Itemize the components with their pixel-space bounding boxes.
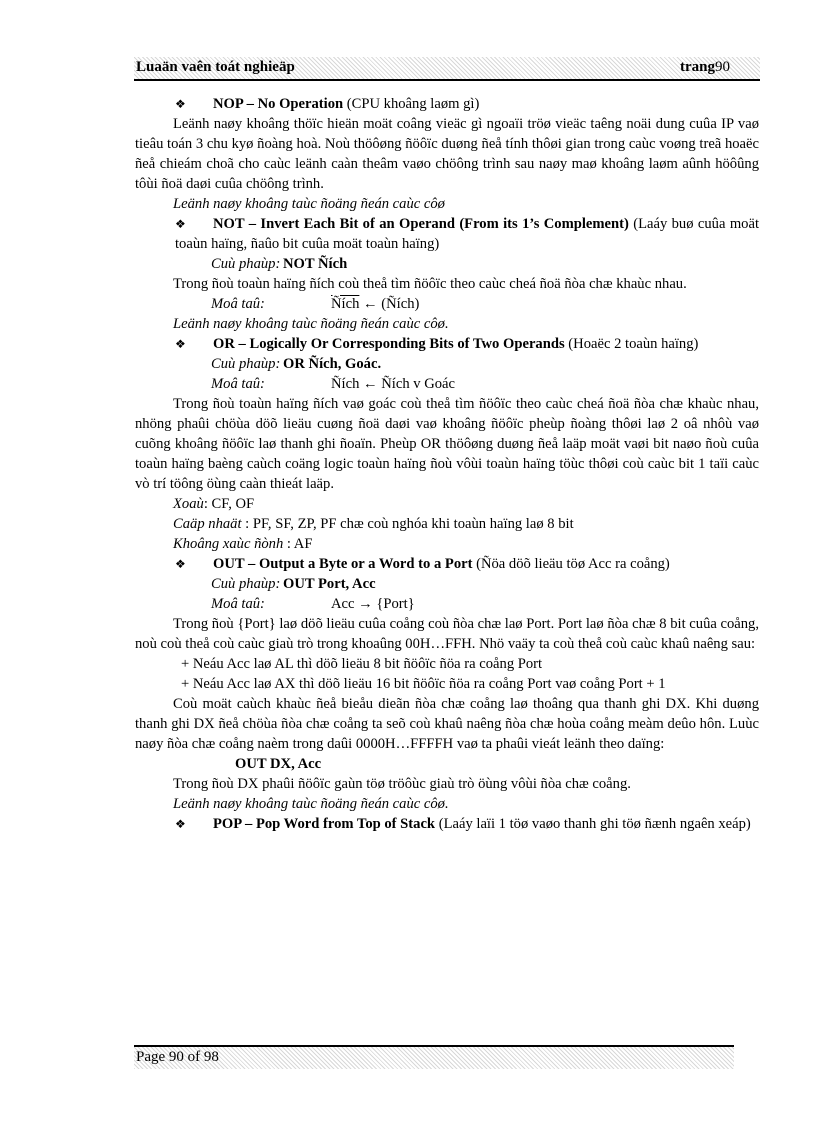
- not-paragraph: Trong ñoù toaùn haïng ñích coù theå tìm ñöôïc theo caùc cheá ñoä ñòa chæ khaùc nhau.: [173, 276, 687, 292]
- not-title: NOT – Invert Each Bit of an Operand (From its 1’s Complement): [213, 216, 629, 232]
- syntax-value: NOT Ñích: [283, 256, 348, 272]
- document-body: [135, 94, 759, 834]
- not-heading: [135, 214, 759, 254]
- description-label: Moâ taû:: [211, 296, 265, 312]
- or-flags-undefined: [135, 534, 759, 554]
- diamond-bullet-icon: ❖: [175, 217, 186, 231]
- description-value: Acc → {Port}: [331, 596, 415, 612]
- pop-description: (Laáy laïi 1 töø vaøo thanh ghi töø ñænh ngaên xeáp): [435, 816, 751, 832]
- flags-update-value: : PF, SF, ZP, PF chæ coù nghóa khi toaùn haïng laø 8 bit: [241, 516, 574, 532]
- or-description-line: [135, 374, 759, 394]
- flags-clear-value: : CF, OF: [203, 496, 255, 512]
- or-paragraph: Trong ñoù toaùn haïng ñích vaø goác coù theå tìm ñöôïc theo caùc cheá ñoä ñòa chæ khaùc nhau, nhöng phaûi chöùa döõ lieäu cuøng ñoä daøi vaø khoâng ñöôïc pheùp ñoàng thôøi laø 2 oâ nhôù vaø cuõng khoâng ñöôïc laø thanh ghi ñoaïn. Pheùp OR thöôøng duøng ñeå laäp moät vaøi bit naøo ñoù cuûa toaùn haïng baèng caùch coäng logic toaùn haïng ñoù vôùi toaùn haïng töùc thôøi coù caùc bit 1 taïi caùc vò trí töông öùng caàn thieát laäp.: [135, 396, 759, 492]
- nop-paragraph: Leänh naøy khoâng thöïc hieän moät coâng vieäc gì ngoaïi tröø vieäc taêng noäi dung cuûa IP vaø tieâu toán 3 chu kyø ñoàng hoà. Noù thöôøng ñöôïc duøng ñeå tính thôøi gian trong caùc voøng treã hoaëc ñeå chieám choã cho caùc leänh caàn theâm vaøo chöông trình sau naøy maø khoâng laøm aûnh höôûng tôùi ñoä daøi cuûa chöông trình.: [135, 116, 759, 192]
- header-page-label: trang: [680, 59, 715, 75]
- flags-undefined-value: : AF: [283, 536, 313, 552]
- header-page-number: 90: [715, 59, 730, 75]
- out-description-line: [135, 594, 759, 614]
- or-title: OR – Logically Or Corresponding Bits of Two Operands: [213, 336, 565, 352]
- or-heading: [135, 334, 759, 354]
- diamond-bullet-icon: ❖: [175, 337, 186, 351]
- out-bullet-2: + Neáu Acc laø AX thì döõ lieäu 16 bit ñöôïc ñöa ra coång Port vaø coång Port + 1: [181, 676, 666, 692]
- syntax-label: Cuù phaùp:: [211, 356, 281, 372]
- diamond-bullet-icon: ❖: [175, 817, 186, 831]
- page-header: [134, 57, 760, 81]
- description-dest: Ñích: [331, 296, 360, 312]
- not-description-line: [135, 294, 759, 314]
- or-flags-update: [135, 514, 759, 534]
- pop-title: POP – Pop Word from Top of Stack: [213, 816, 436, 832]
- pop-heading: [135, 814, 759, 834]
- not-flags-note: Leänh naøy khoâng taùc ñoäng ñeán caùc côø.: [173, 316, 449, 332]
- out-bullet-1: + Neáu Acc laø AL thì döõ lieäu 8 bit ñöôïc ñöa ra coång Port: [181, 656, 543, 672]
- description-value: Ñích ← Ñích v Goác: [331, 376, 456, 392]
- description-label: Moâ taû:: [211, 376, 265, 392]
- diamond-bullet-icon: ❖: [175, 557, 186, 571]
- out-paragraph-3: Trong ñoù DX phaûi ñöôïc gaùn töø tröôùc giaù trò öùng vôùi ñòa chæ coång.: [173, 776, 631, 792]
- flags-clear-label: Xoaù: [173, 496, 204, 512]
- out-description: (Ñöa döõ lieäu töø Acc ra coång): [472, 556, 670, 572]
- nop-title: NOP – No Operation: [213, 96, 344, 112]
- out-syntax: [135, 574, 759, 594]
- out-flags-note: Leänh naøy khoâng taùc ñoäng ñeán caùc côø.: [173, 796, 449, 812]
- out-paragraph-2: Coù moät caùch khaùc ñeå bieåu dieãn ñòa chæ coång laø thoâng qua thanh ghi DX. Khi duøng thanh ghi DX ñeå chöùa ñòa chæ coång ta seõ coù khaû naêng ñòa chæ hoùa coång meàm deûo hôn. Luùc naøy ñòa chæ coång naèm trong daûi 0000H…FFFFH vaø ta phaûi vieát leänh theo daïng:: [135, 696, 759, 752]
- header-title: Luaän vaên toát nghieäp: [136, 59, 295, 75]
- out-title: OUT – Output a Byte or a Word to a Port: [213, 556, 473, 572]
- description-source: ← (Ñích): [359, 296, 420, 312]
- not-description: (Laáy buø cuûa moät toaùn haïng, ñaûo bit cuûa moät toaùn haïng): [175, 216, 759, 252]
- syntax-label: Cuù phaùp:: [211, 576, 281, 592]
- footer-page-count: Page 90 of 98: [136, 1049, 219, 1065]
- not-syntax: [135, 254, 759, 274]
- syntax-value: OUT Port, Acc: [283, 576, 376, 592]
- syntax-value: OR Ñích, Goác.: [283, 356, 382, 372]
- out-paragraph-1: Trong ñoù {Port} laø döõ lieäu cuûa coång coù ñòa chæ laø Port. Port laø ñòa chæ 8 bit cuûa coång, noù coù theå coù caùc giaù trò trong khoaûng 00H…FFH. Nhö vaäy ta coù theå coù caùc khaû naêng sau:: [135, 616, 759, 652]
- nop-description: (CPU khoâng laøm gì): [343, 96, 480, 112]
- or-flags-clear: [135, 494, 759, 514]
- or-syntax: [135, 354, 759, 374]
- flags-undefined-label: Khoâng xaùc ñònh: [173, 536, 284, 552]
- page-footer: [134, 1045, 734, 1069]
- description-label: Moâ taû:: [211, 596, 265, 612]
- syntax-label: Cuù phaùp:: [211, 256, 281, 272]
- nop-heading: [135, 94, 759, 114]
- diamond-bullet-icon: ❖: [175, 97, 186, 111]
- out-code: OUT DX, Acc: [235, 756, 322, 772]
- nop-flags-note: Leänh naøy khoâng taùc ñoäng ñeán caùc côø: [173, 196, 445, 212]
- header-page: [680, 59, 730, 76]
- out-heading: [135, 554, 759, 574]
- or-description: (Hoaëc 2 toaùn haïng): [564, 336, 699, 352]
- flags-update-label: Caäp nhaät: [173, 516, 242, 532]
